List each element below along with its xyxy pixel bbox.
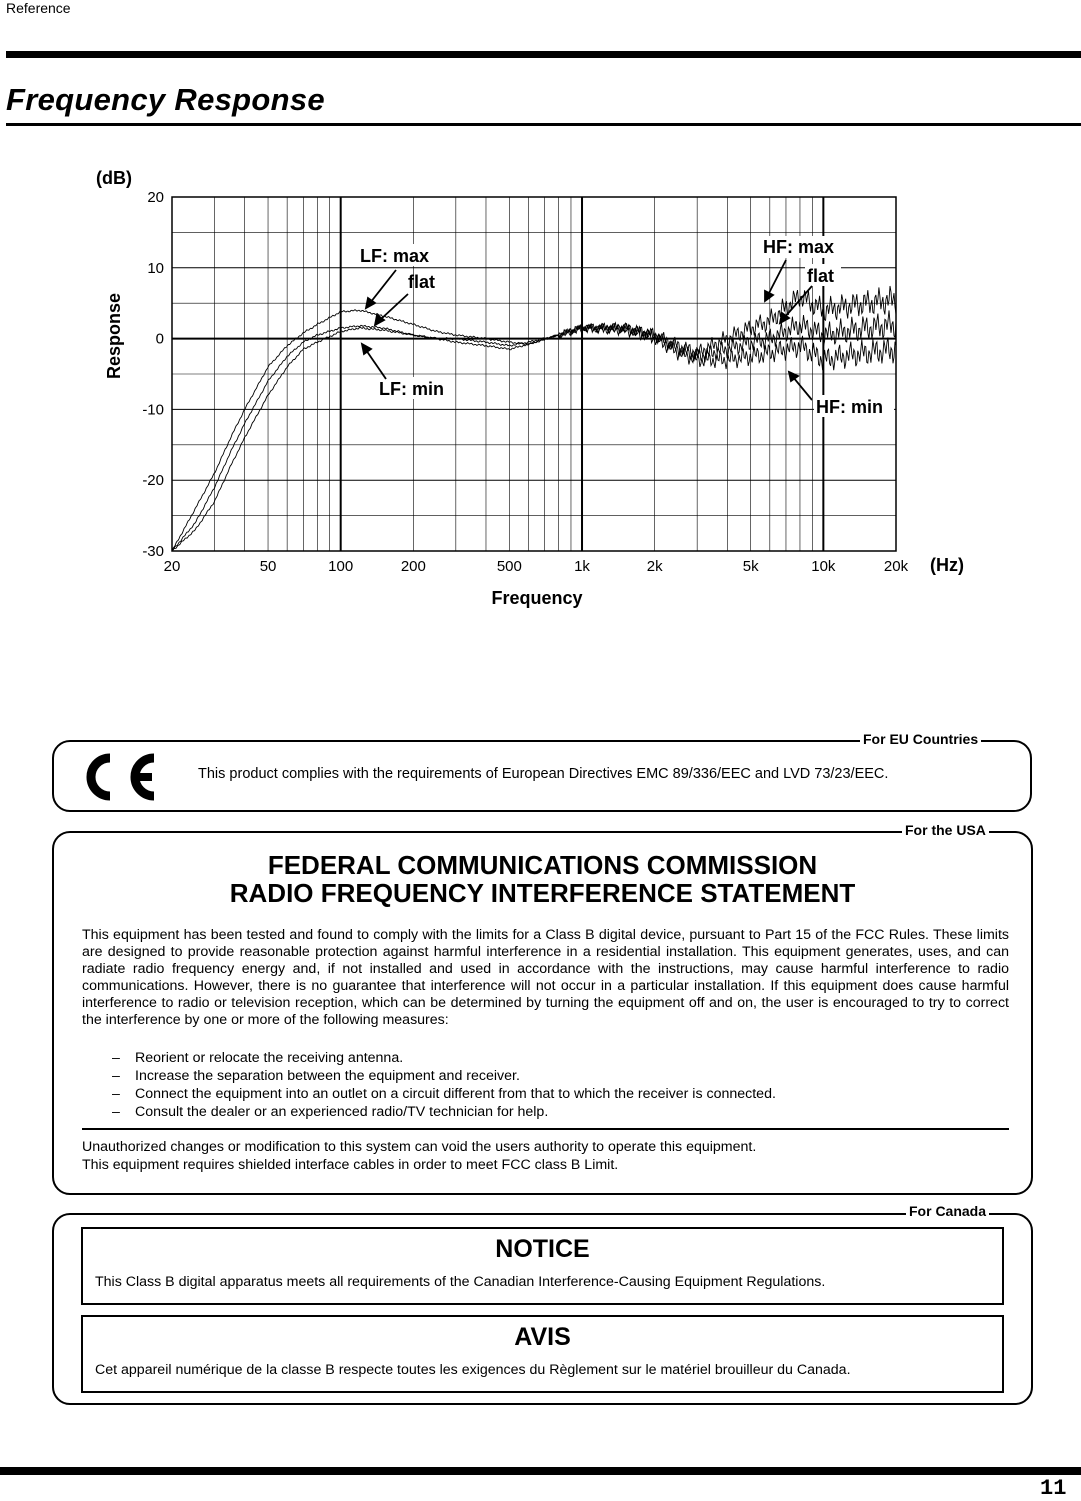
avis-panel bbox=[81, 1315, 1004, 1393]
y-tick-label: -30 bbox=[142, 543, 164, 560]
chart-series bbox=[172, 286, 896, 551]
canada-box-tag: For Canada bbox=[906, 1203, 989, 1219]
x-tick-label: 1k bbox=[574, 558, 590, 575]
hf-max-label: HF: max bbox=[763, 237, 835, 257]
section-label: Reference bbox=[6, 0, 71, 16]
page-number: 11 bbox=[1040, 1476, 1067, 1501]
fcc-divider bbox=[82, 1128, 1009, 1130]
x-tick-label: 20k bbox=[883, 558, 909, 575]
x-tick-label: 500 bbox=[496, 558, 522, 575]
title-rule bbox=[6, 123, 1081, 126]
x-tick-label: 2k bbox=[646, 558, 663, 575]
hf-max-arrowhead bbox=[765, 291, 773, 301]
bullet-dash: – bbox=[112, 1086, 120, 1102]
lf-flat-label: flat bbox=[408, 272, 435, 292]
series-line bbox=[172, 286, 896, 551]
lf-min-label: LF: min bbox=[379, 379, 444, 399]
lf-max-arrow bbox=[370, 270, 396, 303]
measure-text: Consult the dealer or an experienced radio/TV technician for help. bbox=[135, 1104, 549, 1120]
ce-mark-icon bbox=[80, 748, 162, 806]
x-tick-label: 50 bbox=[259, 558, 277, 575]
y-tick-label: 0 bbox=[155, 330, 164, 348]
avis-text: Cet appareil numérique de la classe B respecte toutes les exigences du Règlement sur le matériel brouilleur du Canada. bbox=[95, 1362, 851, 1378]
top-rule bbox=[6, 51, 1081, 58]
measure-text: Connect the equipment into an outlet on a circuit different from that to which the receiver is connected. bbox=[135, 1086, 776, 1102]
x-tick-label: 20 bbox=[163, 558, 181, 575]
lf-min-arrow bbox=[366, 350, 386, 379]
hf-flat-label: flat bbox=[807, 266, 834, 286]
y-tick-label: -20 bbox=[142, 472, 164, 490]
x-tick-label: 100 bbox=[328, 558, 354, 575]
y-tick-label: -10 bbox=[142, 401, 164, 419]
x-tick-labels bbox=[164, 558, 909, 575]
usa-box-tag: For the USA bbox=[902, 822, 989, 838]
hf-min-arrow bbox=[793, 377, 812, 400]
list-item bbox=[82, 1049, 1009, 1067]
list-item bbox=[82, 1085, 1009, 1103]
notice-panel bbox=[81, 1227, 1004, 1305]
bottom-rule bbox=[0, 1467, 1081, 1475]
lf-min-arrowhead bbox=[362, 344, 371, 354]
y-unit-label: (dB) bbox=[96, 168, 132, 188]
x-axis-label: Frequency bbox=[491, 588, 583, 608]
lf-flat-arrow bbox=[380, 294, 408, 320]
hf-min-arrowhead bbox=[789, 372, 798, 381]
list-item bbox=[82, 1067, 1009, 1085]
series-line bbox=[172, 324, 896, 551]
eu-compliance-text: This product complies with the requirements of European Directives EMC 89/336/EEC and LVD 73/23/EEC. bbox=[198, 766, 889, 782]
hf-max-arrow bbox=[768, 260, 786, 295]
y-tick-labels bbox=[142, 189, 164, 560]
fcc-title-line2: RADIO FREQUENCY INTERFERENCE STATEMENT bbox=[229, 878, 856, 908]
page-title: Frequency Response bbox=[6, 82, 325, 117]
measure-text: Reorient or relocate the receiving antenna. bbox=[135, 1050, 404, 1066]
eu-box-tag: For EU Countries bbox=[860, 731, 981, 747]
fcc-footer-line1: Unauthorized changes or modification to this system can void the users authority to operate this equipment. bbox=[82, 1139, 757, 1155]
x-unit-label: (Hz) bbox=[930, 555, 964, 575]
y-tick-label: 10 bbox=[147, 259, 164, 277]
measure-text: Increase the separation between the equipment and receiver. bbox=[135, 1068, 520, 1084]
frequency-response-chart bbox=[0, 160, 1081, 620]
notice-title: NOTICE bbox=[495, 1235, 590, 1263]
x-tick-label: 5k bbox=[742, 558, 759, 575]
bullet-dash: – bbox=[112, 1104, 120, 1120]
y-tick-label: 20 bbox=[147, 189, 164, 206]
fcc-title-line1: FEDERAL COMMUNICATIONS COMMISSION bbox=[267, 850, 818, 880]
list-item bbox=[82, 1103, 1009, 1121]
fcc-body-text: This equipment has been tested and found to comply with the limits for a Class B digital device, pursuant to Part 15 of the FCC Rules. These limits are designed to provide reasonable protection against harmful interference in a residential installation. This equipment generates, uses, and can radiate radio frequency energy and, if not installed and used in accordance with the instructions, may cause harmful interference to radio communications. However, there is no guarantee that interference will not occur in a particular installation. If this equipment does cause harmful interference to radio or television reception, which can be determined by turning the equipment off and on, the user is encouraged to try to correct the interference by one or more of the following measures: bbox=[82, 927, 1009, 1028]
bullet-dash: – bbox=[112, 1050, 120, 1066]
x-tick-label: 200 bbox=[400, 558, 426, 575]
lf-max-label: LF: max bbox=[360, 246, 430, 266]
fcc-footer-line2: This equipment requires shielded interface cables in order to meet FCC class B Limit. bbox=[82, 1157, 619, 1173]
hf-min-label: HF: min bbox=[816, 397, 883, 417]
y-axis-label: Response bbox=[104, 292, 124, 380]
notice-text: This Class B digital apparatus meets all requirements of the Canadian Interference-Causing Equipment Regulations. bbox=[95, 1274, 826, 1290]
fcc-measures-list bbox=[82, 1049, 1009, 1121]
x-tick-label: 10k bbox=[811, 558, 836, 575]
avis-title: AVIS bbox=[514, 1323, 571, 1351]
bullet-dash: – bbox=[112, 1068, 120, 1084]
